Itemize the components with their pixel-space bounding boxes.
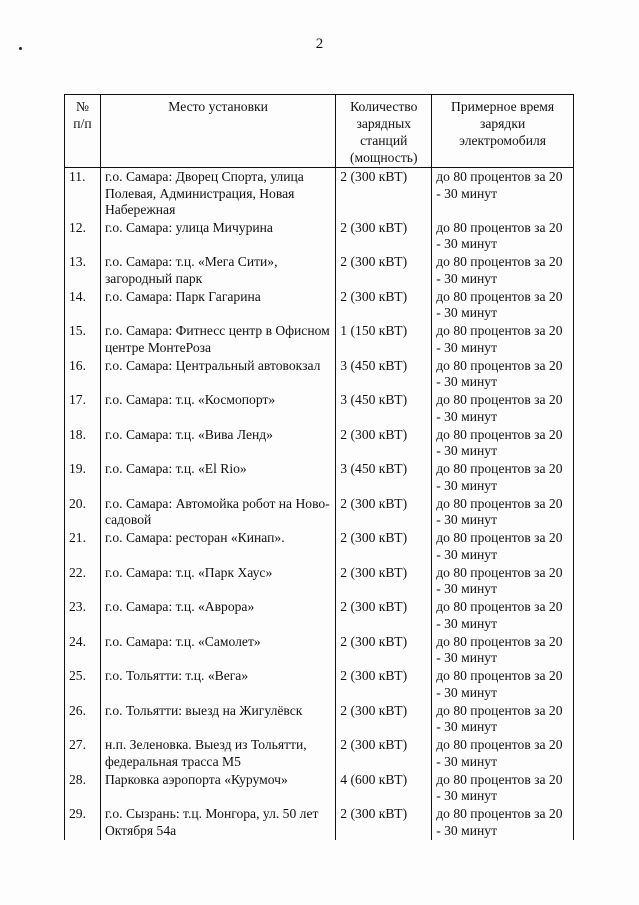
table-row (65, 529, 574, 564)
table-header-row (65, 95, 574, 168)
row-number: 16. (65, 357, 101, 392)
row-charge-time: до 80 процентов за 20 - 30 минут (432, 702, 574, 737)
row-place: н.п. Зеленовка. Выезд из Тольятти, федеральная трасса М5 (100, 736, 335, 771)
row-number: 25. (65, 667, 101, 702)
row-number: 29. (65, 805, 101, 840)
row-number: 15. (65, 322, 101, 357)
row-place: Парковка аэропорта «Курумоч» (100, 771, 335, 806)
row-charge-time: до 80 процентов за 20 - 30 минут (432, 168, 574, 219)
table-row (65, 357, 574, 392)
header-num: № п/п (65, 95, 101, 168)
row-number: 22. (65, 564, 101, 599)
row-charge-time: до 80 процентов за 20 - 30 минут (432, 426, 574, 461)
row-place: г.о. Самара: т.ц. «Парк Хаус» (100, 564, 335, 599)
row-place: г.о. Самара: Автомойка робот на Ново-садовой (100, 495, 335, 530)
row-place: г.о. Самара: т.ц. «Самолет» (100, 633, 335, 668)
row-charge-time: до 80 процентов за 20 - 30 минут (432, 495, 574, 530)
row-charge-time: до 80 процентов за 20 - 30 минут (432, 736, 574, 771)
row-charge-time: до 80 процентов за 20 - 30 минут (432, 564, 574, 599)
row-place: г.о. Тольятти: выезд на Жигулёвск (100, 702, 335, 737)
table-row (65, 598, 574, 633)
row-power: 2 (300 кВТ) (336, 805, 432, 840)
table-row (65, 391, 574, 426)
row-charge-time: до 80 процентов за 20 - 30 минут (432, 357, 574, 392)
page-number: 2 (315, 36, 324, 52)
table-body (65, 168, 574, 840)
row-power: 2 (300 кВТ) (336, 702, 432, 737)
row-number: 21. (65, 529, 101, 564)
row-power: 2 (300 кВТ) (336, 253, 432, 288)
row-power: 4 (600 кВТ) (336, 771, 432, 806)
row-place: г.о. Самара: Парк Гагарина (100, 288, 335, 323)
row-charge-time: до 80 процентов за 20 - 30 минут (432, 391, 574, 426)
row-place: г.о. Самара: Фитнесс центр в Офисном центре МонтеРоза (100, 322, 335, 357)
row-charge-time: до 80 процентов за 20 - 30 минут (432, 771, 574, 806)
row-power: 2 (300 кВТ) (336, 667, 432, 702)
row-number: 18. (65, 426, 101, 461)
row-place: г.о. Самара: т.ц. «Мега Сити», загородный парк (100, 253, 335, 288)
table-row (65, 495, 574, 530)
table-row (65, 736, 574, 771)
row-number: 12. (65, 219, 101, 254)
table-row (65, 805, 574, 840)
row-place: г.о. Самара: т.ц. «Аврора» (100, 598, 335, 633)
row-number: 17. (65, 391, 101, 426)
row-number: 19. (65, 460, 101, 495)
row-power: 2 (300 кВТ) (336, 219, 432, 254)
row-number: 14. (65, 288, 101, 323)
row-power: 3 (450 кВТ) (336, 391, 432, 426)
table-row (65, 460, 574, 495)
row-number: 23. (65, 598, 101, 633)
header-power: Количество зарядных станций (мощность) (336, 95, 432, 168)
header-time: Примерное время зарядки электромобиля (432, 95, 574, 168)
row-charge-time: до 80 процентов за 20 - 30 минут (432, 288, 574, 323)
row-place: г.о. Сызрань: т.ц. Монгора, ул. 50 лет Октября 54а (100, 805, 335, 840)
header-place: Место установки (100, 95, 335, 168)
table-row (65, 771, 574, 806)
table-row (65, 253, 574, 288)
row-power: 3 (450 кВТ) (336, 460, 432, 495)
row-place: г.о. Тольятти: т.ц. «Вега» (100, 667, 335, 702)
row-power: 2 (300 кВТ) (336, 168, 432, 219)
row-number: 28. (65, 771, 101, 806)
row-number: 13. (65, 253, 101, 288)
row-number: 20. (65, 495, 101, 530)
row-charge-time: до 80 процентов за 20 - 30 минут (432, 529, 574, 564)
row-place: г.о. Самара: Центральный автовокзал (100, 357, 335, 392)
row-power: 2 (300 кВТ) (336, 736, 432, 771)
row-power: 1 (150 кВТ) (336, 322, 432, 357)
table-row (65, 426, 574, 461)
row-power: 2 (300 кВТ) (336, 426, 432, 461)
row-power: 2 (300 кВТ) (336, 495, 432, 530)
row-charge-time: до 80 процентов за 20 - 30 минут (432, 667, 574, 702)
table-row (65, 219, 574, 254)
row-place: г.о. Самара: ресторан «Кинап». (100, 529, 335, 564)
row-number: 24. (65, 633, 101, 668)
row-number: 27. (65, 736, 101, 771)
row-power: 2 (300 кВТ) (336, 598, 432, 633)
row-place: г.о. Самара: Дворец Спорта, улица Полевая, Администрация, Новая Набережная (100, 168, 335, 219)
row-charge-time: до 80 процентов за 20 - 30 минут (432, 633, 574, 668)
row-charge-time: до 80 процентов за 20 - 30 минут (432, 805, 574, 840)
table-row (65, 564, 574, 599)
row-place: г.о. Самара: т.ц. «El Rio» (100, 460, 335, 495)
charging-stations-table (64, 94, 574, 840)
row-power: 2 (300 кВТ) (336, 529, 432, 564)
table-row (65, 168, 574, 219)
row-number: 11. (65, 168, 101, 219)
row-charge-time: до 80 процентов за 20 - 30 минут (432, 598, 574, 633)
row-power: 2 (300 кВТ) (336, 288, 432, 323)
row-charge-time: до 80 процентов за 20 - 30 минут (432, 219, 574, 254)
row-charge-time: до 80 процентов за 20 - 30 минут (432, 253, 574, 288)
row-power: 2 (300 кВТ) (336, 564, 432, 599)
row-charge-time: до 80 процентов за 20 - 30 минут (432, 322, 574, 357)
row-number: 26. (65, 702, 101, 737)
table-row (65, 702, 574, 737)
row-place: г.о. Самара: т.ц. «Вива Ленд» (100, 426, 335, 461)
row-power: 3 (450 кВТ) (336, 357, 432, 392)
row-place: г.о. Самара: т.ц. «Космопорт» (100, 391, 335, 426)
row-place: г.о. Самара: улица Мичурина (100, 219, 335, 254)
table-row (65, 322, 574, 357)
row-charge-time: до 80 процентов за 20 - 30 минут (432, 460, 574, 495)
table-row (65, 288, 574, 323)
row-power: 2 (300 кВТ) (336, 633, 432, 668)
table-row (65, 633, 574, 668)
table-row (65, 667, 574, 702)
